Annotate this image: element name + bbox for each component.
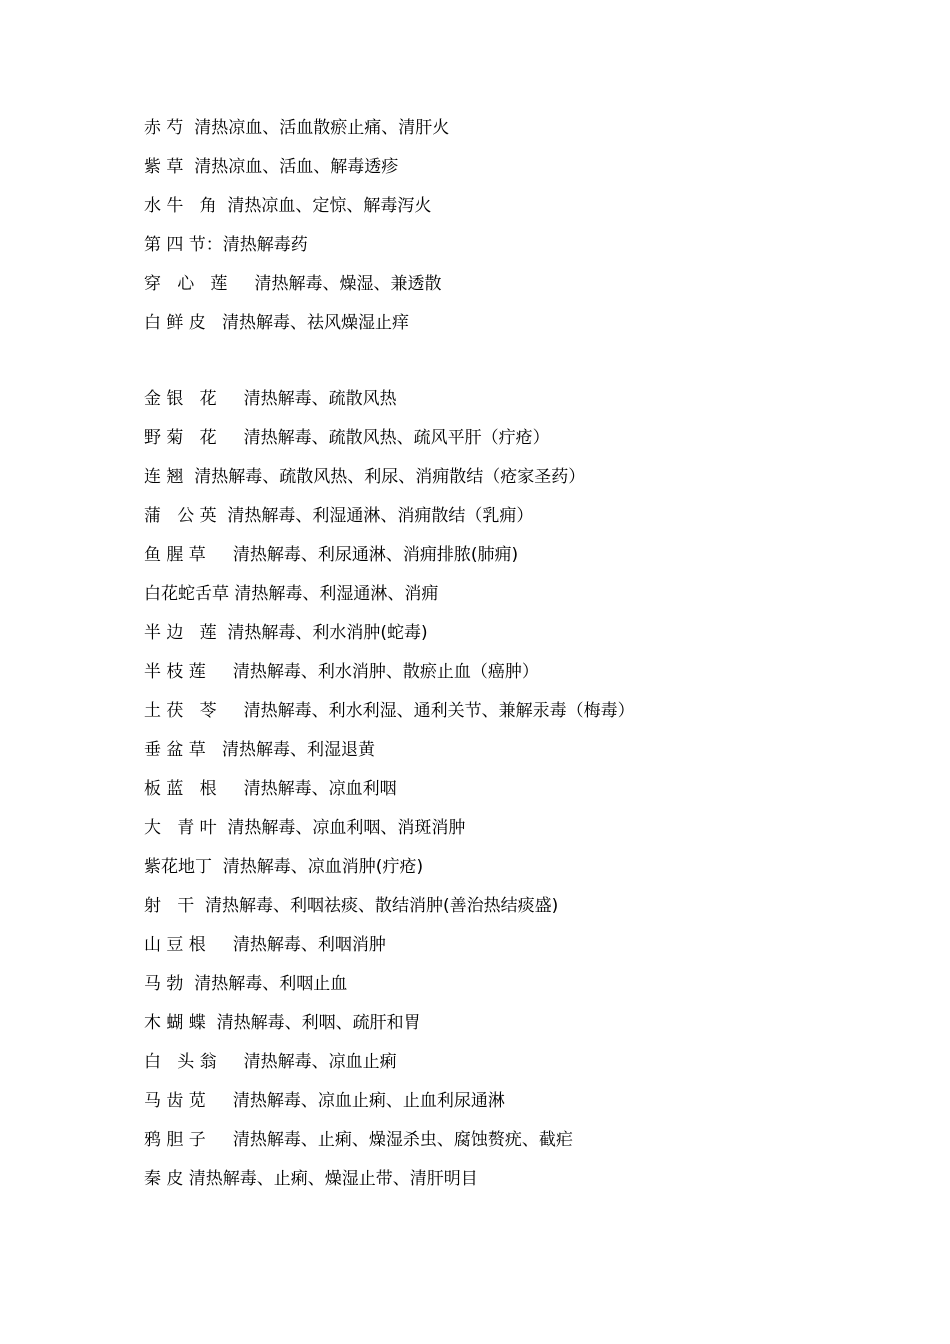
text-line: 白花蛇舌草 清热解毒、利湿通淋、消痈 bbox=[144, 584, 439, 604]
text-line: 半 枝 莲 清热解毒、利水消肿、散瘀止血（癌肿） bbox=[144, 662, 539, 682]
text-line: 赤 芍 清热凉血、活血散瘀止痛、清肝火 bbox=[144, 118, 450, 138]
text-line: 蒲 公 英 清热解毒、利湿通淋、消痈散结（乳痈） bbox=[144, 506, 534, 526]
text-line: 连 翘 清热解毒、疏散风热、利尿、消痈散结（疮家圣药） bbox=[144, 467, 586, 487]
text-line: 白 鲜 皮 清热解毒、祛风燥湿止痒 bbox=[144, 313, 410, 333]
text-line: 鱼 腥 草 清热解毒、利尿通淋、消痈排脓(肺痈) bbox=[144, 545, 519, 565]
text-line: 穿 心 莲 清热解毒、燥湿、兼透散 bbox=[144, 274, 442, 294]
text-line: 鸦 胆 子 清热解毒、止痢、燥湿杀虫、腐蚀赘疣、截疟 bbox=[144, 1130, 573, 1150]
text-line: 半 边 莲 清热解毒、利水消肿(蛇毒) bbox=[144, 623, 428, 643]
text-line: 木 蝴 蝶 清热解毒、利咽、疏肝和胃 bbox=[144, 1013, 421, 1033]
text-line: 山 豆 根 清热解毒、利咽消肿 bbox=[144, 935, 386, 955]
text-line: 马 勃 清热解毒、利咽止血 bbox=[144, 974, 348, 994]
text-line: 马 齿 苋 清热解毒、凉血止痢、止血利尿通淋 bbox=[144, 1091, 505, 1111]
text-line: 紫花地丁 清热解毒、凉血消肿(疔疮) bbox=[144, 857, 424, 877]
text-line: 水 牛 角 清热凉血、定惊、解毒泻火 bbox=[144, 196, 432, 216]
text-line: 秦 皮 清热解毒、止痢、燥湿止带、清肝明目 bbox=[144, 1169, 478, 1189]
section-heading: 第 四 节：清热解毒药 bbox=[144, 235, 308, 255]
text-line: 金 银 花 清热解毒、疏散风热 bbox=[144, 389, 397, 409]
text-line: 土 茯 苓 清热解毒、利水利湿、通利关节、兼解汞毒（梅毒） bbox=[144, 701, 635, 721]
text-line: 野 菊 花 清热解毒、疏散风热、疏风平肝（疔疮） bbox=[144, 428, 550, 448]
text-line: 射 干 清热解毒、利咽祛痰、散结消肿(善治热结痰盛) bbox=[144, 896, 559, 916]
text-line: 垂 盆 草 清热解毒、利湿退黄 bbox=[144, 740, 376, 760]
text-line: 板 蓝 根 清热解毒、凉血利咽 bbox=[144, 779, 397, 799]
text-line: 白 头 翁 清热解毒、凉血止痢 bbox=[144, 1052, 397, 1072]
text-line: 大 青 叶 清热解毒、凉血利咽、消斑消肿 bbox=[144, 818, 466, 838]
text-line: 紫 草 清热凉血、活血、解毒透疹 bbox=[144, 157, 399, 177]
